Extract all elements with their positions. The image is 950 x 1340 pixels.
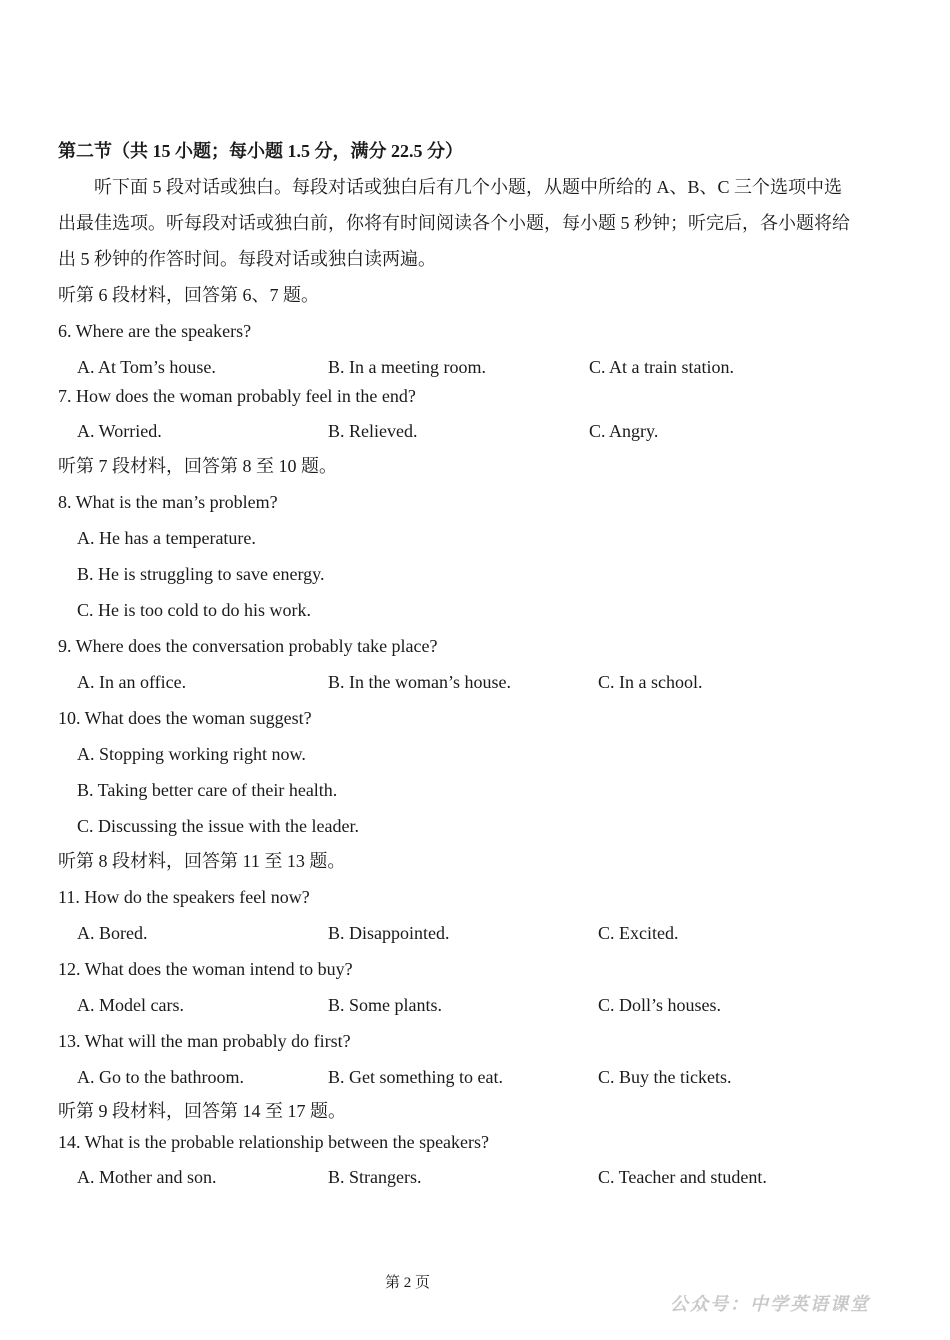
question-stem: 11. How do the speakers feel now? (58, 887, 310, 907)
option-a: A. Go to the bathroom. (77, 1067, 244, 1087)
watermark-text: 公众号：中学英语课堂 (670, 1294, 870, 1314)
section-heading: 第二节（共 15 小题；每小题 1.5 分，满分 22.5 分） (58, 141, 463, 161)
option-a: A. In an office. (77, 672, 187, 692)
option-a: A. Worried. (77, 421, 162, 441)
option-b: B. In the woman’s house. (328, 672, 511, 692)
option-a: A. Bored. (77, 923, 148, 943)
option-b: B. Strangers. (328, 1167, 422, 1187)
page-number: 第 2 页 (385, 1275, 431, 1291)
option-b: B. Taking better care of their health. (77, 780, 338, 800)
option-b: B. Get something to eat. (328, 1067, 503, 1087)
option-c: C. Buy the tickets. (598, 1067, 732, 1087)
option-c: C. He is too cold to do his work. (77, 600, 311, 620)
option-a: A. At Tom’s house. (77, 357, 216, 377)
question-stem: 13. What will the man probably do first? (58, 1031, 351, 1051)
group-header: 听第 7 段材料，回答第 8 至 10 题。 (58, 456, 337, 476)
option-b: B. Disappointed. (328, 923, 450, 943)
group-header: 听第 6 段材料，回答第 6、7 题。 (58, 285, 319, 305)
group-header: 听第 8 段材料，回答第 11 至 13 题。 (58, 851, 346, 871)
option-a: A. He has a temperature. (77, 528, 256, 548)
option-c: C. Excited. (598, 923, 679, 943)
option-b: B. He is struggling to save energy. (77, 564, 325, 584)
option-c: C. In a school. (598, 672, 703, 692)
option-a: A. Mother and son. (77, 1167, 217, 1187)
option-c: C. Doll’s houses. (598, 995, 722, 1015)
question-stem: 6. Where are the speakers? (58, 321, 252, 341)
option-b: B. Relieved. (328, 421, 418, 441)
option-c: C. Teacher and student. (598, 1167, 767, 1187)
section-instructions: 听下面 5 段对话或独白。每段对话或独白后有几个小题，从题中所给的 A、B、C 三个选项中选出最佳选项。听每段对话或独白前，你将有时间阅读各个小题，每小题 5 秒钟；听完后，各小题将给出 5 秒钟的作答时间。每段对话或独白读两遍。 (58, 177, 850, 269)
question-stem: 14. What is the probable relationship between the speakers? (58, 1132, 490, 1152)
option-a: A. Model cars. (77, 995, 184, 1015)
question-stem: 8. What is the man’s problem? (58, 492, 278, 512)
option-b: B. In a meeting room. (328, 357, 486, 377)
option-c: C. At a train station. (589, 357, 734, 377)
group-header: 听第 9 段材料，回答第 14 至 17 题。 (58, 1101, 346, 1121)
option-c: C. Discussing the issue with the leader. (77, 816, 359, 836)
option-a: A. Stopping working right now. (77, 744, 306, 764)
option-b: B. Some plants. (328, 995, 443, 1015)
option-c: C. Angry. (589, 421, 659, 441)
question-stem: 9. Where does the conversation probably take place? (58, 636, 438, 656)
question-stem: 12. What does the woman intend to buy? (58, 959, 353, 979)
question-stem: 7. How does the woman probably feel in the end? (58, 386, 416, 406)
question-stem: 10. What does the woman suggest? (58, 708, 312, 728)
